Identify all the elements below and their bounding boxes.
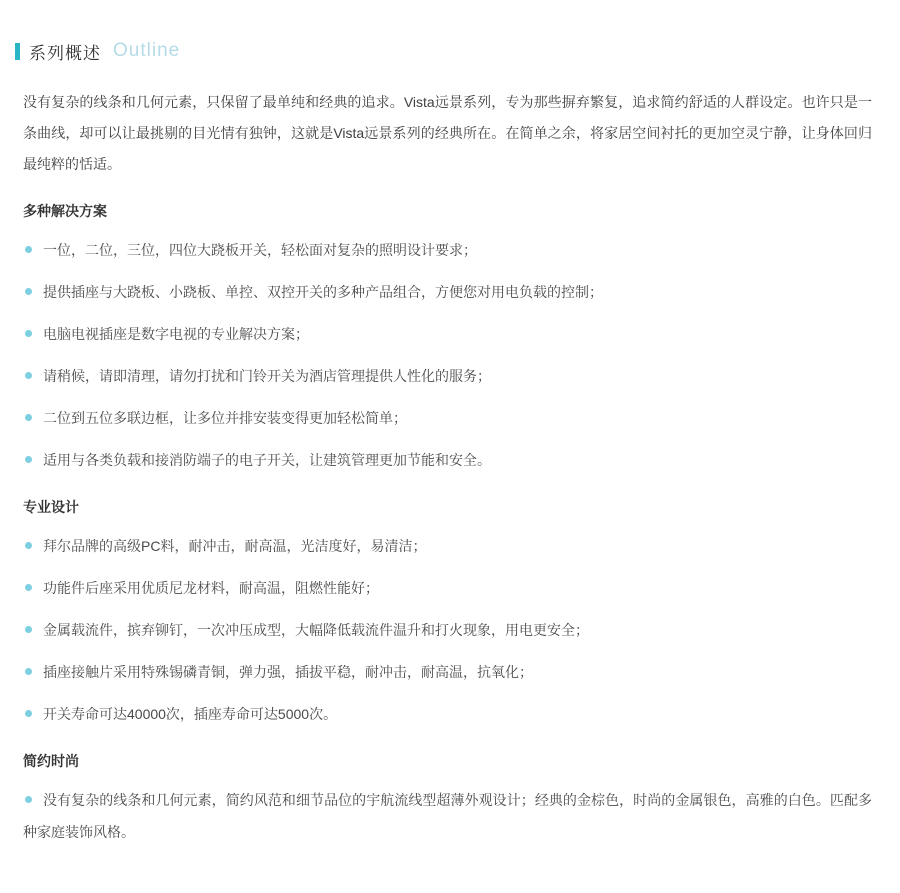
bullet-dot-icon bbox=[25, 668, 32, 675]
list-item bbox=[23, 698, 872, 730]
list-item-text: 插座接触片采用特殊锡磷青铜，弹力强，插拔平稳，耐冲击，耐高温，抗氧化； bbox=[43, 664, 533, 680]
page-subtitle: Outline bbox=[113, 40, 181, 61]
bullet-list bbox=[23, 234, 872, 476]
list-item-text: 请稍候，请即清理，请勿打扰和门铃开关为酒店管理提供人性化的服务； bbox=[43, 368, 491, 384]
content-section bbox=[23, 752, 872, 848]
bullet-dot-icon bbox=[25, 584, 32, 591]
list-item-text: 提供插座与大跷板、小跷板、单控、双控开关的多种产品组合，方便您对用电负载的控制； bbox=[43, 284, 603, 300]
list-item bbox=[23, 572, 872, 604]
bullet-dot-icon bbox=[25, 372, 32, 379]
list-item bbox=[23, 444, 872, 476]
accent-bar-icon bbox=[15, 43, 20, 60]
bullet-dot-icon bbox=[25, 456, 32, 463]
list-item-text: 一位，二位，三位，四位大跷板开关，轻松面对复杂的照明设计要求； bbox=[43, 242, 477, 258]
section-heading: 简约时尚 bbox=[23, 753, 79, 769]
bullet-list bbox=[23, 530, 872, 730]
list-item bbox=[23, 402, 872, 434]
list-item-text: 金属载流件，摈弃铆钉，一次冲压成型，大幅降低载流件温升和打火现象，用电更安全； bbox=[43, 622, 589, 638]
bullet-dot-icon bbox=[25, 710, 32, 717]
intro-paragraph: 没有复杂的线条和几何元素，只保留了最单纯和经典的追求。Vista远景系列，专为那些摒弃繁复，追求简约舒适的人群设定。也许只是一条曲线，却可以让最挑剔的目光情有独钟，这就是Vista远景系列的经典所在。在简单之余，将家居空间衬托的更加空灵宁静，让身体回归最纯粹的恬适。 bbox=[23, 94, 872, 172]
bullet-dot-icon bbox=[25, 246, 32, 253]
list-item-text: 电脑电视插座是数字电视的专业解决方案； bbox=[43, 326, 309, 342]
list-item-text: 功能件后座采用优质尼龙材料，耐高温，阻燃性能好； bbox=[43, 580, 379, 596]
section-heading: 专业设计 bbox=[23, 499, 79, 515]
page-title: 系列概述 bbox=[29, 43, 101, 63]
list-item-text: 二位到五位多联边框，让多位并排安装变得更加轻松简单； bbox=[43, 410, 407, 426]
list-item bbox=[23, 360, 872, 392]
bullet-dot-icon bbox=[25, 288, 32, 295]
bullet-dot-icon bbox=[25, 626, 32, 633]
bullet-dot-icon bbox=[25, 796, 32, 803]
bullet-dot-icon bbox=[25, 542, 32, 549]
bullet-dot-icon bbox=[25, 414, 32, 421]
list-item-text: 没有复杂的线条和几何元素，简约风范和细节品位的宇航流线型超薄外观设计；经典的金棕色，时尚的金属银色，高雅的白色。匹配多种家庭装饰风格。 bbox=[23, 792, 872, 840]
list-item bbox=[23, 318, 872, 350]
list-item bbox=[23, 234, 872, 266]
list-item bbox=[23, 656, 872, 688]
list-item bbox=[23, 614, 872, 646]
bullet-list bbox=[23, 784, 872, 848]
sections-container bbox=[23, 202, 872, 848]
list-item-text: 拜尔品牌的高级PC料，耐冲击，耐高温，光洁度好，易清洁； bbox=[43, 538, 427, 554]
page-header bbox=[15, 40, 872, 62]
list-item-text: 开关寿命可达40000次，插座寿命可达5000次。 bbox=[43, 706, 338, 722]
list-item bbox=[23, 276, 872, 308]
list-item bbox=[23, 784, 872, 848]
section-heading: 多种解决方案 bbox=[23, 203, 107, 219]
list-item bbox=[23, 530, 872, 562]
list-item-text: 适用与各类负载和接消防端子的电子开关，让建筑管理更加节能和安全。 bbox=[43, 452, 491, 468]
content-section bbox=[23, 202, 872, 476]
bullet-dot-icon bbox=[25, 330, 32, 337]
content-section bbox=[23, 498, 872, 730]
